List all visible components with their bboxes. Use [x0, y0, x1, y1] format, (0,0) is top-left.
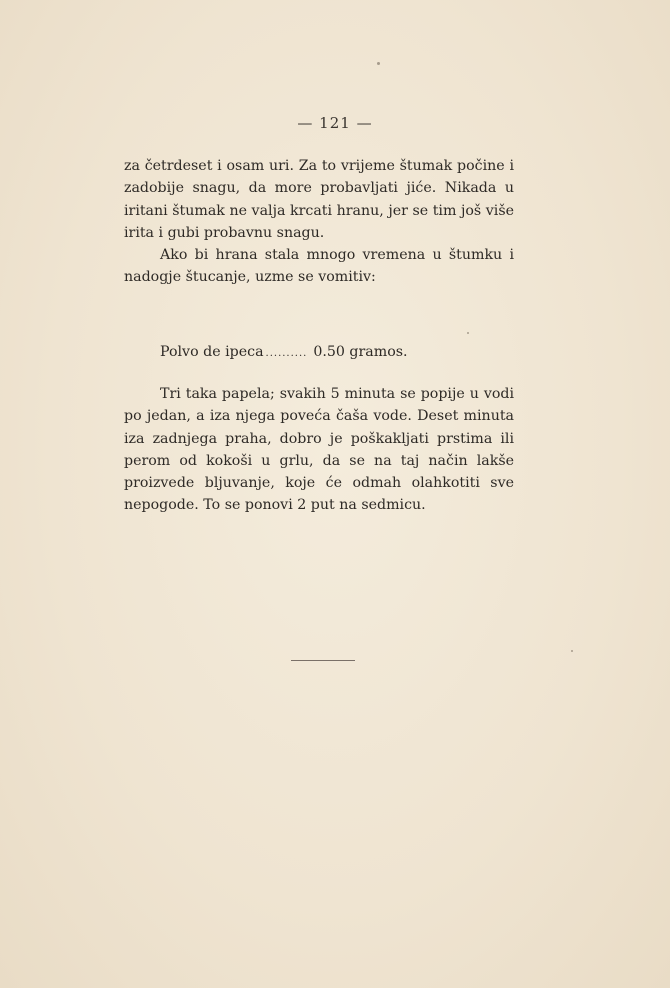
paper-speck	[571, 650, 573, 652]
formula-amount: 0.50 gramos.	[313, 344, 408, 360]
paragraph-3: Tri taka papela; svakih 5 minuta se popije u vodi po jedan, a iza njega poveća čaša vode. Deset minuta iza zadnjega praha, dobro je poškakljati prstima ili perom od kokoši u grlu, da se na taj način lakše proizvede bljuvanje, koje će odmah olahkotiti sve nepogode. To se ponovi 2 put na sedmicu.	[124, 386, 514, 514]
paper-speck	[467, 332, 469, 334]
formula-line	[160, 341, 408, 365]
page-number: — 121 —	[297, 114, 373, 132]
paragraphs-top	[124, 155, 514, 289]
formula-name: Polvo de ipeca	[160, 344, 264, 360]
paper-speck	[377, 62, 380, 65]
paragraph-1: za četrdeset i osam uri. Za to vrijeme štumak počine i zadobije snagu, da more probavljati jiće. Nikada u iritani štumak ne valja krcati hranu, jer se tim još više irita i gubi probavnu snagu.	[124, 158, 514, 241]
paragraph-2: Ako bi hrana stala mnogo vremena u štumku i nadogje štucanje, uzme se vomitiv:	[124, 247, 514, 286]
paragraphs-bottom	[124, 383, 514, 517]
formula-dots: ..........	[265, 348, 308, 359]
end-rule	[291, 660, 355, 661]
